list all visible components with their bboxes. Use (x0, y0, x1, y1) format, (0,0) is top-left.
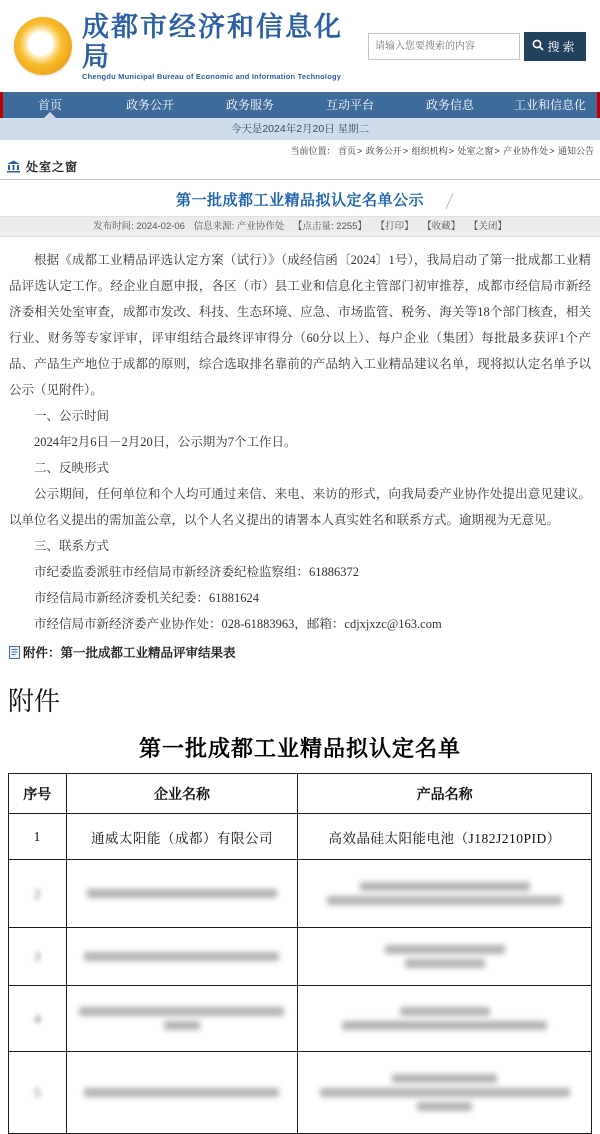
publish-date: 发布时间: 2024-02-06 (93, 221, 185, 232)
paragraph: 一、公示时间 (34, 409, 110, 423)
paragraph: 市纪委监委派驻市经信局市新经济委纪检监察组：61886372 (34, 565, 360, 579)
annex-table-title: 第一批成都工业精品拟认定名单 (138, 736, 461, 761)
site-brand (82, 12, 368, 81)
nav-item-home[interactable]: 首页 (0, 92, 100, 118)
annex-heading: 附件 (8, 687, 61, 716)
table-row-redacted (9, 860, 592, 928)
search-icon (532, 39, 547, 54)
table-row-redacted (9, 928, 592, 986)
article-body (0, 237, 600, 641)
section-header (0, 157, 600, 180)
paragraph: 市经信局市新经济委产业协作处：028-61883963，邮箱：cdjxjxzc@163.com (34, 617, 442, 631)
nav-item-gov-disclosure[interactable]: 政务公开 (125, 98, 174, 112)
paragraph: 根据《成都工业精品评选认定方案（试行）》（成经信函〔2024〕1号），我局启动了第一批成都工业精品评选认定工作。经企业自愿申报，各区（市）县工业和信息化主管部门初审推荐，成都市经信局市新经济委相关处室审查，成都市发改、科技、生态环境、应急、市场监管、税务、海关等18个部门核查，相关行业、财务等专家评审，评审组结合最终评审得分（60分以上）、每户企业（集团）每批最多获评1个产品、产品生产地位于成都的原则，综合选取排名靠前的产品纳入工业精品建议名单，现将拟认定名单予以公示（见附件）。 (9, 253, 591, 397)
cell-company-redacted (66, 928, 298, 986)
date-bar: 今天是2024年2月20日 星期二 (0, 118, 600, 140)
info-source: 信息来源: 产业协作处 (193, 221, 285, 232)
breadcrumb-item-industry-office[interactable]: 产业协作处 (503, 146, 549, 156)
paragraph: 市经信局市新经济委机关纪委：61881624 (34, 591, 260, 605)
column-header-product: 产品名称 (298, 774, 592, 814)
nav-item-gov-info[interactable]: 政务信息 (425, 98, 474, 112)
cell-company-redacted (66, 986, 298, 1052)
cell-seq-blurred: 2 (34, 885, 41, 901)
cell-product-redacted (298, 928, 592, 986)
article-title-row (0, 180, 600, 216)
section-label: 处室之窗 (26, 160, 79, 174)
cell-company-redacted (66, 1052, 298, 1134)
favorite-button[interactable]: 【收藏】 (422, 221, 461, 232)
cell-product-redacted (298, 986, 592, 1052)
article-title: 第一批成都工业精品拟认定名单公示 (175, 192, 424, 209)
nav-item-interaction[interactable]: 互动平台 (325, 98, 374, 112)
cell-company-redacted (66, 860, 298, 928)
paragraph: 三、联系方式 (34, 539, 110, 553)
attachment-file-icon (9, 646, 20, 659)
breadcrumb-item-disclosure[interactable]: 政务公开 (365, 146, 402, 156)
print-button[interactable]: 【打印】 (375, 221, 414, 232)
breadcrumb-item-home[interactable]: 首页 (338, 146, 357, 156)
article-meta-bar (0, 216, 600, 237)
column-header-seq: 序号 (9, 774, 67, 814)
site-title: 成都市经济和信息化局 (82, 11, 343, 72)
cell-seq-blurred: 5 (34, 1084, 41, 1100)
nav-item-gov-services[interactable]: 政务服务 (225, 98, 274, 112)
annex-table (8, 773, 592, 1134)
breadcrumb-item-notices[interactable]: 通知公告 (557, 146, 594, 156)
column-header-company: 企业名称 (66, 774, 298, 814)
site-header (0, 0, 600, 92)
paragraph: 公示期间，任何单位和个人均可通过来信、来电、来访的形式，向我局委产业协作处提出意见建议。以单位名义提出的需加盖公章，以个人名义提出的请署本人真实姓名和联系方式。逾期视为无意见。 (9, 487, 591, 527)
table-row (9, 814, 592, 860)
close-button[interactable]: 【关闭】 (468, 221, 507, 232)
cell-seq-blurred: 4 (34, 1010, 41, 1026)
breadcrumb: 当前位置： 首页> 政务公开> 组织机构> 处室之窗> 产业协作处> 通知公告 (290, 146, 594, 156)
cell-product-redacted (298, 860, 592, 928)
breadcrumb-prefix: 当前位置： (290, 146, 336, 156)
breadcrumb-item-dept-window[interactable]: 处室之窗 (457, 146, 494, 156)
breadcrumb-item-org[interactable]: 组织机构 (411, 146, 448, 156)
search-button-label: 搜索 (547, 39, 578, 54)
cell-product: 高效晶硅太阳能电池（J182J210PID） (298, 814, 592, 860)
paragraph: 二、反映形式 (34, 461, 110, 475)
search-box (368, 32, 586, 61)
cell-product-redacted (298, 1052, 592, 1134)
title-slash-decoration (445, 193, 453, 210)
main-nav (0, 92, 600, 118)
active-tab-caret-icon (44, 112, 56, 118)
site-logo-icon[interactable] (14, 17, 72, 75)
table-row-redacted (9, 1052, 592, 1134)
search-input[interactable] (368, 33, 520, 60)
site-title-en: Chengdu Municipal Bureau of Economic and Information Technology (82, 71, 342, 81)
attachment-link[interactable]: 附件：第一批成都工业精品评审结果表 (23, 646, 236, 660)
search-button[interactable] (524, 32, 586, 61)
building-icon (6, 160, 21, 173)
cell-company: 通威太阳能（成都）有限公司 (66, 814, 298, 860)
paragraph: 2024年2月6日－2月20日，公示期为7个工作日。 (34, 435, 297, 449)
table-row-redacted (9, 986, 592, 1052)
cell-seq-blurred: 3 (34, 948, 41, 964)
nav-item-industry-it[interactable]: 工业和信息化 (513, 98, 586, 112)
attachment-row (0, 641, 600, 667)
cell-seq: 1 (9, 814, 67, 860)
hit-count: 【点击量: 2255】 (293, 221, 367, 232)
table-header-row (9, 774, 592, 814)
